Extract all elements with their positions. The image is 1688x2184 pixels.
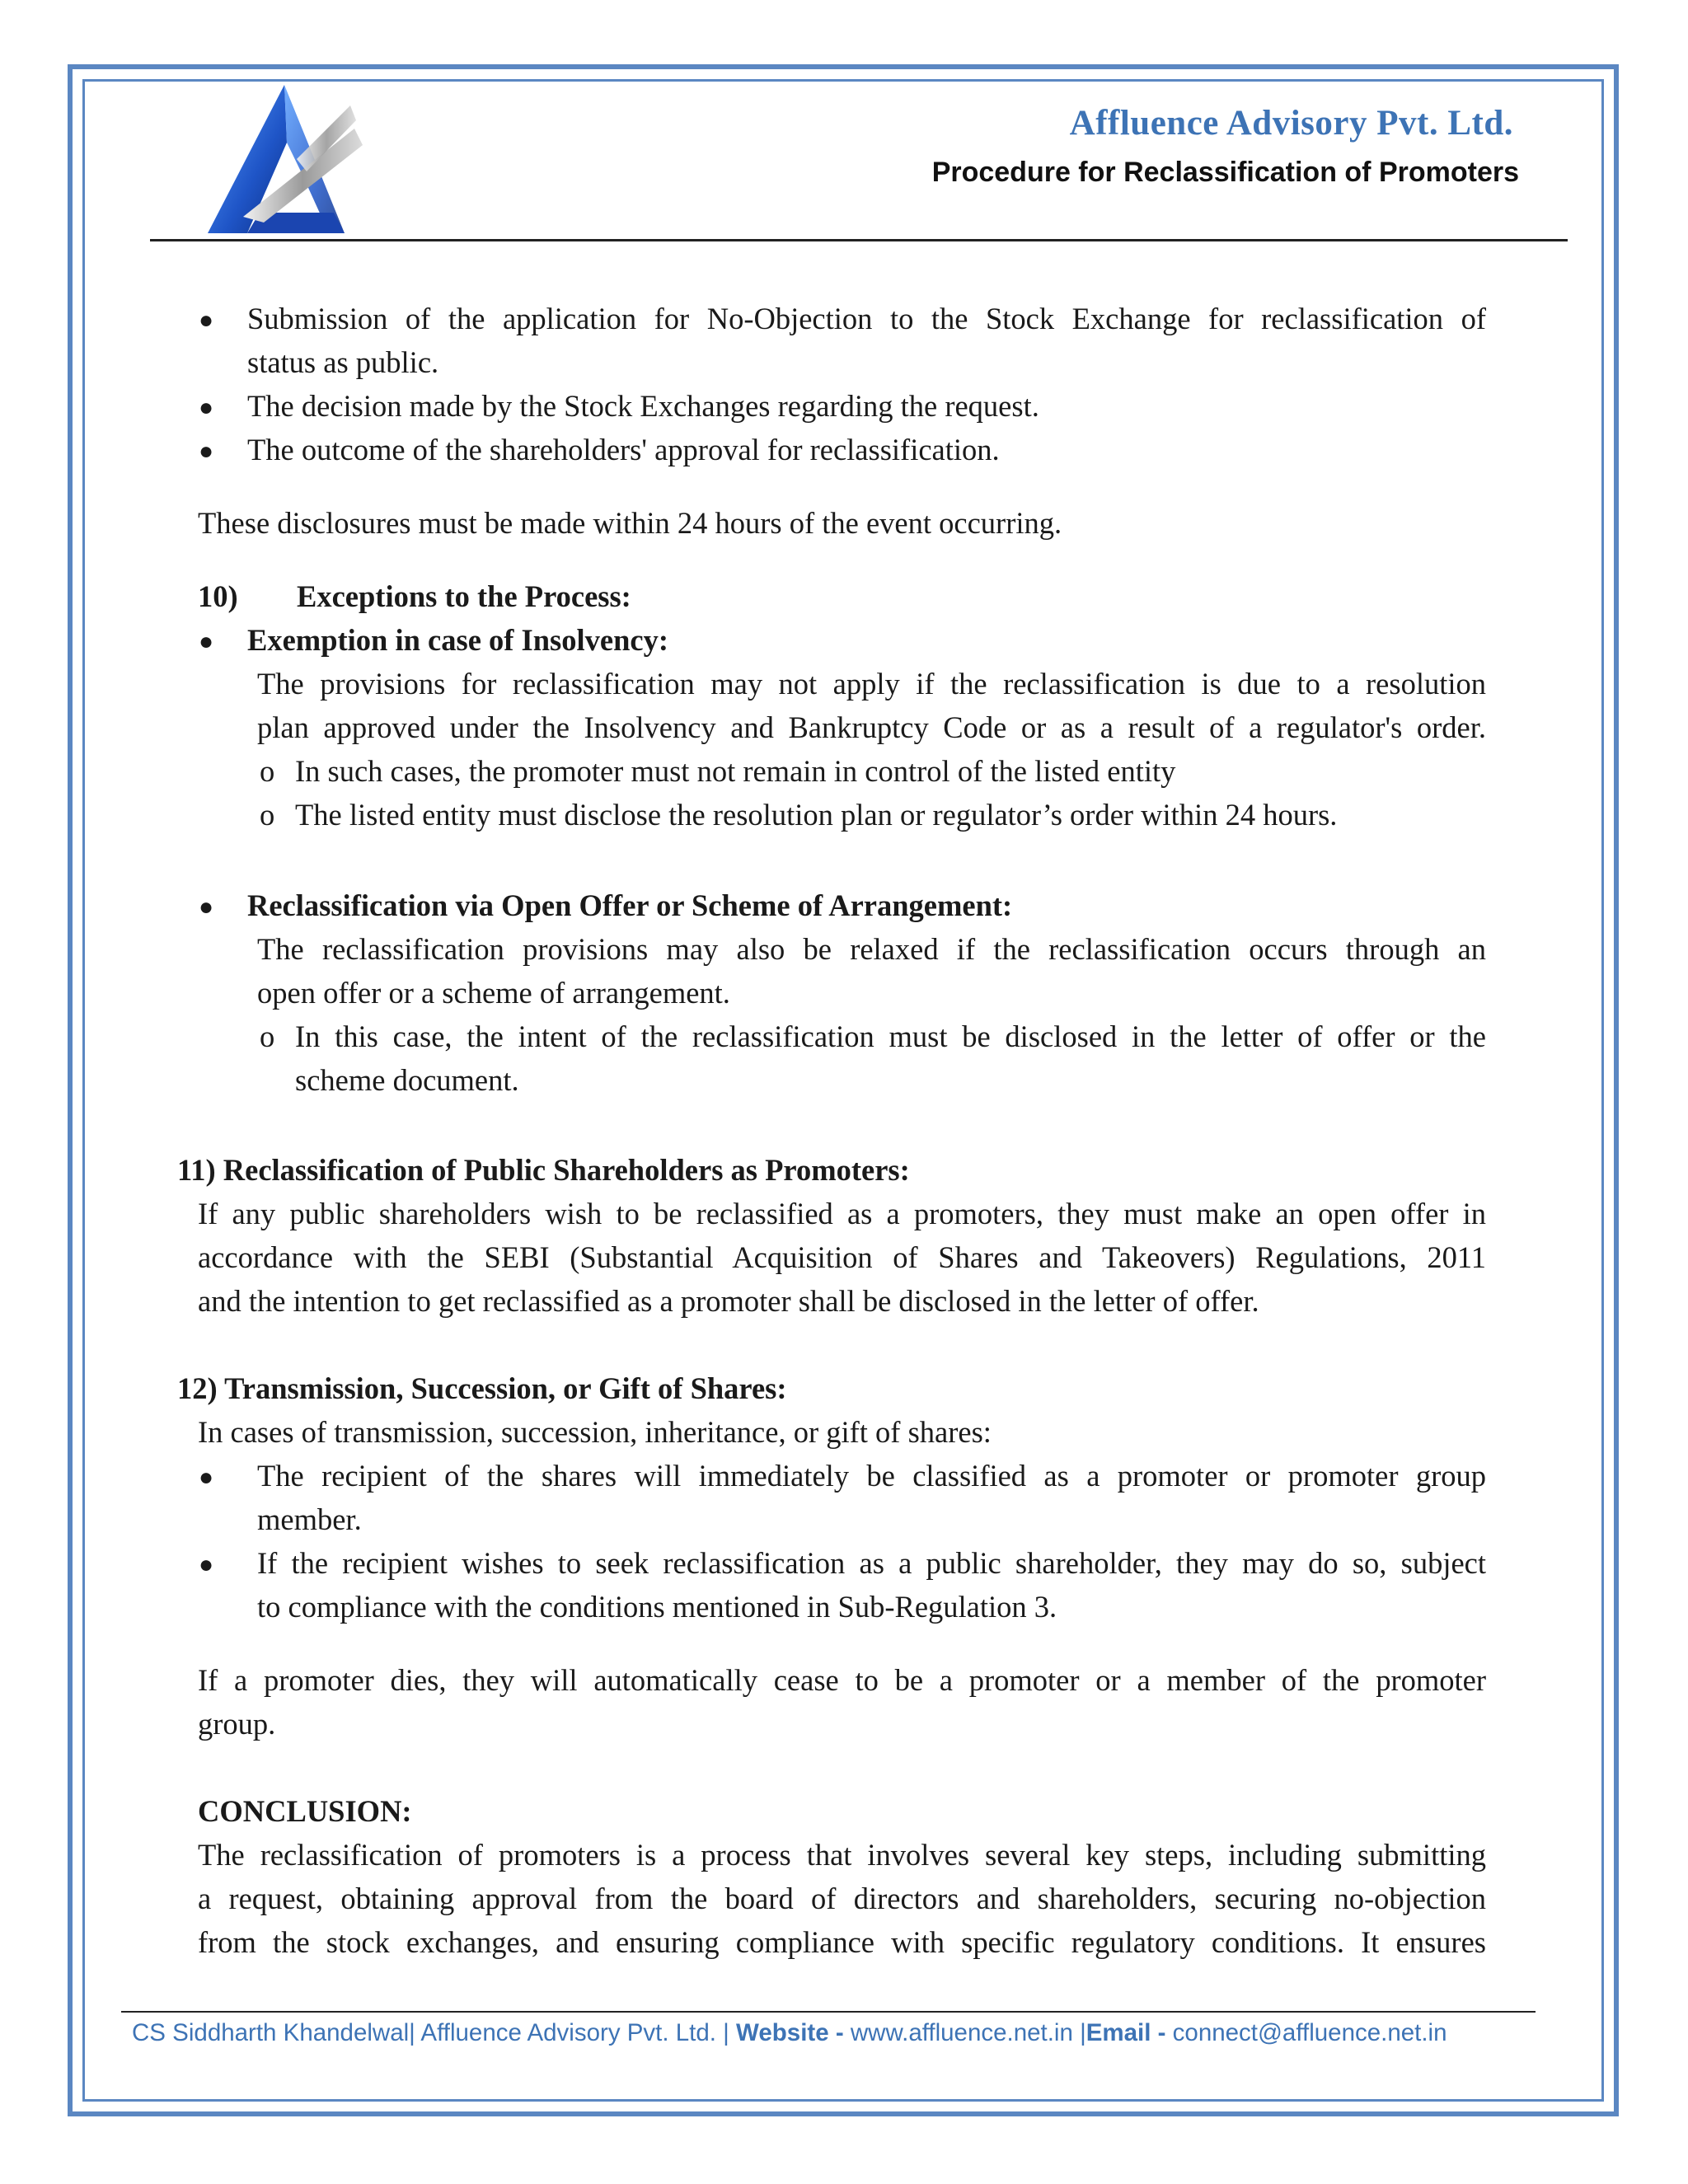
circle-bullet-icon: o <box>260 798 275 832</box>
insolvency-title: Exemption in case of Insolvency: <box>247 623 668 657</box>
bullet-text: The outcome of the shareholders' approval for reclassification. <box>247 433 1000 466</box>
document-title: Procedure for Reclassification of Promoters <box>931 157 1519 188</box>
bullet-text: The decision made by the Stock Exchanges regarding the request. <box>247 389 1039 423</box>
section-10-number: 10) <box>198 579 238 613</box>
insolvency-para: The provisions for reclassification may not apply if the reclassification is due to a resolution <box>257 667 1486 701</box>
section-10-heading: Exceptions to the Process: <box>297 579 631 613</box>
open-offer-sub: scheme document. <box>295 1063 519 1097</box>
bullet-icon: ● <box>199 1551 214 1578</box>
conclusion-para: The reclassification of promoters is a process that involves several key steps, including submitting <box>198 1838 1486 1872</box>
open-offer-title: Reclassification via Open Offer or Scheme of Arrangement: <box>247 888 1013 922</box>
bullet-icon: ● <box>199 1464 214 1491</box>
conclusion-para: a request, obtaining approval from the board of directors and shareholders, securing no-objection <box>198 1882 1486 1915</box>
footer-website-label: Website - <box>736 2019 844 2046</box>
footer-website-link[interactable]: www.affluence.net.in | <box>843 2019 1086 2046</box>
footer <box>132 2019 1447 2047</box>
company-name: Affluence Advisory Pvt. Ltd. <box>1069 104 1513 143</box>
circle-bullet-icon: o <box>260 1019 275 1053</box>
footer-email-link[interactable]: connect@affluence.net.in <box>1165 2019 1447 2046</box>
bullet-icon: ● <box>199 893 214 921</box>
section-11-para: and the intention to get reclassified as a promoter shall be disclosed in the letter of offer. <box>198 1284 1259 1318</box>
section-12-intro: In cases of transmission, succession, inheritance, or gift of shares: <box>198 1415 992 1449</box>
insolvency-sub: The listed entity must disclose the resolution plan or regulator’s order within 24 hours. <box>295 798 1338 832</box>
bullet-icon: ● <box>199 628 214 655</box>
disclosure-note: These disclosures must be made within 24 hours of the event occurring. <box>198 506 1062 540</box>
section-12-bullet: If the recipient wishes to seek reclassification as a public shareholder, they may do so, subject <box>257 1546 1486 1580</box>
section-12-bullet: member. <box>257 1502 362 1536</box>
footer-author: CS Siddharth Khandelwal| Affluence Advisory Pvt. Ltd. | <box>132 2019 737 2046</box>
bullet-text: status as public. <box>247 345 439 379</box>
bullet-icon: ● <box>199 307 214 334</box>
section-12-heading: 12) Transmission, Succession, or Gift of Shares: <box>177 1371 787 1405</box>
open-offer-para: open offer or a scheme of arrangement. <box>257 976 730 1010</box>
bullet-icon: ● <box>199 394 214 421</box>
bullet-text: Submission of the application for No-Objection to the Stock Exchange for reclassification of <box>247 302 1486 335</box>
promoter-death-para: If a promoter dies, they will automatically cease to be a promoter or a member of the promoter <box>198 1663 1486 1697</box>
circle-bullet-icon: o <box>260 754 275 788</box>
open-offer-sub: In this case, the intent of the reclassification must be disclosed in the letter of offer or the <box>295 1019 1486 1053</box>
section-11-heading: 11) Reclassification of Public Shareholders as Promoters: <box>177 1153 910 1187</box>
insolvency-para: plan approved under the Insolvency and Bankruptcy Code or as a result of a regulator's order. <box>257 710 1486 744</box>
conclusion-heading: CONCLUSION: <box>198 1794 412 1828</box>
section-11-para: accordance with the SEBI (Substantial Acquisition of Shares and Takeovers) Regulations, 2011 <box>198 1240 1486 1274</box>
promoter-death-para: group. <box>198 1707 276 1741</box>
bullet-icon: ● <box>199 438 214 465</box>
section-12-bullet: to compliance with the conditions mentioned in Sub-Regulation 3. <box>257 1590 1057 1624</box>
open-offer-para: The reclassification provisions may also be relaxed if the reclassification occurs through an <box>257 932 1486 966</box>
footer-divider <box>121 2011 1536 2013</box>
section-11-para: If any public shareholders wish to be reclassified as a promoters, they must make an open offer in <box>198 1197 1486 1230</box>
footer-email-label: Email - <box>1085 2019 1166 2046</box>
insolvency-sub: In such cases, the promoter must not remain in control of the listed entity <box>295 754 1176 788</box>
conclusion-para: from the stock exchanges, and ensuring compliance with specific regulatory conditions. It ensures <box>198 1925 1486 1959</box>
section-12-bullet: The recipient of the shares will immediately be classified as a promoter or promoter group <box>257 1459 1486 1493</box>
